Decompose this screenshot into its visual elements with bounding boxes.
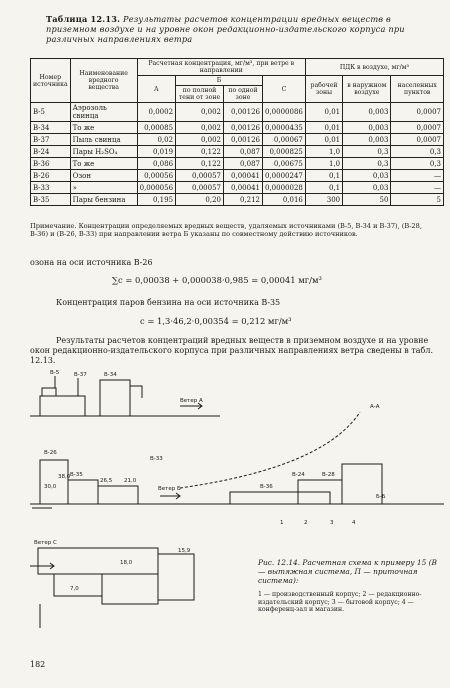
cell-b1: 0,00057 — [176, 182, 224, 194]
col-num-header: Номер источника — [31, 59, 71, 103]
col-pdk-header: ПДК в воздухе, мг/м³ — [305, 59, 443, 76]
cell-a: 0,0002 — [137, 103, 175, 122]
table-row — [31, 170, 444, 182]
cell-p2: 0,03 — [343, 170, 391, 182]
label-b28: В-28 — [322, 472, 335, 478]
cell-c: 0,0000028 — [263, 182, 306, 194]
col-calc-header: Расчетная концентрация, мг/м³, при ветре в направлении — [137, 59, 305, 76]
cell-b1: 0,20 — [176, 194, 224, 206]
cell-name: То же — [70, 158, 137, 170]
plan-building-3 — [102, 574, 158, 604]
cell-a: 0,00085 — [137, 122, 175, 134]
building-3-bb — [40, 460, 68, 504]
label-b33: В-33 — [150, 456, 163, 462]
col-dir-b-sub2: по одной зоне — [224, 86, 263, 103]
col-pdk-work: рабочей зоны — [305, 76, 342, 103]
table-row — [31, 134, 444, 146]
building-1-aa — [40, 396, 85, 416]
cell-b2: 0,00126 — [224, 122, 263, 134]
building-1-bb — [230, 492, 330, 504]
label-h5: 15,9 — [178, 548, 191, 554]
cell-p2: 0,3 — [343, 158, 391, 170]
label-h3: 26,5 — [100, 478, 113, 484]
building-5-bb — [98, 486, 138, 504]
cell-p3: — — [391, 170, 444, 182]
cell-p1: 1,0 — [305, 146, 342, 158]
scheme-figure — [30, 368, 444, 658]
cell-p1: 0,1 — [305, 182, 342, 194]
plan-building-2 — [54, 574, 102, 596]
cell-c: 0,000825 — [263, 146, 306, 158]
cell-b1: 0,002 — [176, 122, 224, 134]
cell-b1: 0,002 — [176, 134, 224, 146]
cell-name: Пыль свинца — [70, 134, 137, 146]
cell-p3: 0,0007 — [391, 122, 444, 134]
cell-b2: 0,00041 — [224, 170, 263, 182]
table-row — [31, 122, 444, 134]
cell-b1: 0,122 — [176, 158, 224, 170]
cell-p1: 0,01 — [305, 122, 342, 134]
label-wind-b: Ветер Б — [158, 486, 181, 492]
table-label: Таблица 12.13. — [46, 14, 121, 24]
cell-name: » — [70, 182, 137, 194]
label-b5: В-5 — [50, 370, 60, 376]
cell-num: В-36 — [31, 158, 71, 170]
table-note: Примечание. Концентрации определяемых вредных веществ, удаляемых источниками (В-5, В-34 и В-37), (В-28, В-36) и (В-26, В-33) при направлении ветра Б указаны по совместному действию источников. — [30, 222, 422, 239]
label-b26: В-26 — [44, 450, 57, 456]
cell-c: 0,0000435 — [263, 122, 306, 134]
cell-p2: 0,3 — [343, 146, 391, 158]
cell-p2: 0,003 — [343, 122, 391, 134]
label-n1: 1 — [280, 520, 284, 526]
cell-name: Аэрозоль свинца — [70, 103, 137, 122]
cell-b2: 0,00126 — [224, 103, 263, 122]
label-n4: 4 — [352, 520, 356, 526]
cell-a: 0,019 — [137, 146, 175, 158]
col-name-header: Наименование вредного вещества — [70, 59, 137, 103]
plan-building-4 — [158, 554, 194, 600]
col-dir-b-sub1: по полной тени от зоне — [176, 86, 224, 103]
cell-p3: 5 — [391, 194, 444, 206]
cell-b2: 0,087 — [224, 146, 263, 158]
roof-unit-aa — [42, 388, 56, 396]
cell-name: Пары бензина — [70, 194, 137, 206]
cell-p3: 0,0007 — [391, 134, 444, 146]
label-b37: В-37 — [74, 372, 87, 378]
cell-b1: 0,002 — [176, 103, 224, 122]
table-row — [31, 182, 444, 194]
cell-name: То же — [70, 122, 137, 134]
cell-p1: 0,01 — [305, 103, 342, 122]
cell-p3: 0,3 — [391, 158, 444, 170]
cell-p1: 1,0 — [305, 158, 342, 170]
cell-a: 0,086 — [137, 158, 175, 170]
cell-p1: 300 — [305, 194, 342, 206]
cell-b2: 0,00126 — [224, 134, 263, 146]
cell-b2: 0,00041 — [224, 182, 263, 194]
label-h7: 7,0 — [70, 586, 79, 592]
cell-c: 0,0000086 — [263, 103, 306, 122]
text-benzine: Концентрация паров бензина на оси источника В-35 — [56, 298, 281, 307]
figure-caption: Рис. 12.14. Расчетная схема к примеру 15 (В — вытяжная система, П — приточная система): — [258, 558, 437, 585]
col-pdk-outdoor: в наружном воздухе — [343, 76, 391, 103]
label-section-aa: А-А — [370, 404, 380, 410]
table-row — [31, 158, 444, 170]
equation-benzine: c = 1,3·46,2·0,00354 = 0,212 мг/м³ — [140, 316, 292, 326]
table-title: Результаты расчетов концентрации вредных веществ в приземном воздухе и на уровне окон редакционно-издательского корпуса при различных направлениях ветра — [46, 14, 405, 44]
col-dir-c: С — [263, 76, 306, 103]
label-b36: В-36 — [260, 484, 273, 490]
building-4-bb — [68, 480, 98, 504]
cell-c: 0,016 — [263, 194, 306, 206]
cell-a: 0,02 — [137, 134, 175, 146]
plan-building-1 — [38, 548, 158, 574]
cell-num: В-35 — [31, 194, 71, 206]
duct-aa — [130, 386, 142, 398]
label-section-bb: Б-Б — [376, 494, 386, 500]
cell-a: 0,195 — [137, 194, 175, 206]
cell-p3: 0,3 — [391, 146, 444, 158]
text-results: Результаты расчетов концентраций вредных веществ в приземном воздухе и на уровне окон редакционно-издательского корпуса при различных направлениях ветра сведены в табл. 12.13. — [30, 336, 433, 365]
cell-p2: 0,03 — [343, 182, 391, 194]
label-b35: В-35 — [70, 472, 83, 478]
label-wind-a: Ветер А — [180, 398, 203, 404]
cell-p3: — — [391, 182, 444, 194]
cell-num: В-34 — [31, 122, 71, 134]
cell-c: 0,00675 — [263, 158, 306, 170]
page-number: 182 — [30, 660, 46, 669]
cell-p3: 0,0007 — [391, 103, 444, 122]
cell-p2: 0,003 — [343, 103, 391, 122]
table-row — [31, 103, 444, 122]
cell-p2: 50 — [343, 194, 391, 206]
cell-c: 0,00067 — [263, 134, 306, 146]
cell-b2: 0,212 — [224, 194, 263, 206]
label-wind-c: Ветер С — [34, 540, 57, 546]
cell-num: В-24 — [31, 146, 71, 158]
figure-legend: 1 — производственный корпус; 2 — редакционно-издательский корпус; 3 — бытовой корпус; 4 — конференц-зал и магазин. — [258, 591, 422, 614]
label-h6: 18,0 — [120, 560, 133, 566]
table-row — [31, 194, 444, 206]
cell-a: 0,00056 — [137, 170, 175, 182]
label-h1: 38,0 — [58, 474, 71, 480]
equation-sum: ∑c = 0,00038 + 0,000038·0,985 = 0,00041 мг/м³ — [112, 275, 322, 285]
col-dir-b: Б — [176, 76, 263, 86]
label-b24: В-24 — [292, 472, 305, 478]
building-2-aa — [100, 380, 130, 416]
col-pdk-town: населенных пунктов — [391, 76, 444, 103]
cell-b1: 0,00057 — [176, 170, 224, 182]
cell-b2: 0,087 — [224, 158, 263, 170]
cell-num: В-33 — [31, 182, 71, 194]
text-ozone: озона на оси источника В-26 — [30, 258, 153, 267]
cell-name: Озон — [70, 170, 137, 182]
cell-a: 0,000056 — [137, 182, 175, 194]
cell-p1: 0,1 — [305, 170, 342, 182]
cell-name: Пары H₂SO₄ — [70, 146, 137, 158]
label-h2: 30,0 — [44, 484, 57, 490]
cell-b1: 0,122 — [176, 146, 224, 158]
cell-p2: 0,003 — [343, 134, 391, 146]
label-b34: В-34 — [104, 372, 117, 378]
results-table — [30, 58, 444, 206]
table-caption — [46, 14, 441, 44]
cell-p1: 0,01 — [305, 134, 342, 146]
label-n2: 2 — [304, 520, 308, 526]
cell-num: В-37 — [31, 134, 71, 146]
cell-c: 0,0000247 — [263, 170, 306, 182]
table-row — [31, 146, 444, 158]
cell-num: В-5 — [31, 103, 71, 122]
cell-num: В-26 — [31, 170, 71, 182]
label-h4: 21,0 — [124, 478, 137, 484]
label-n3: 3 — [330, 520, 334, 526]
col-dir-a: А — [137, 76, 175, 103]
